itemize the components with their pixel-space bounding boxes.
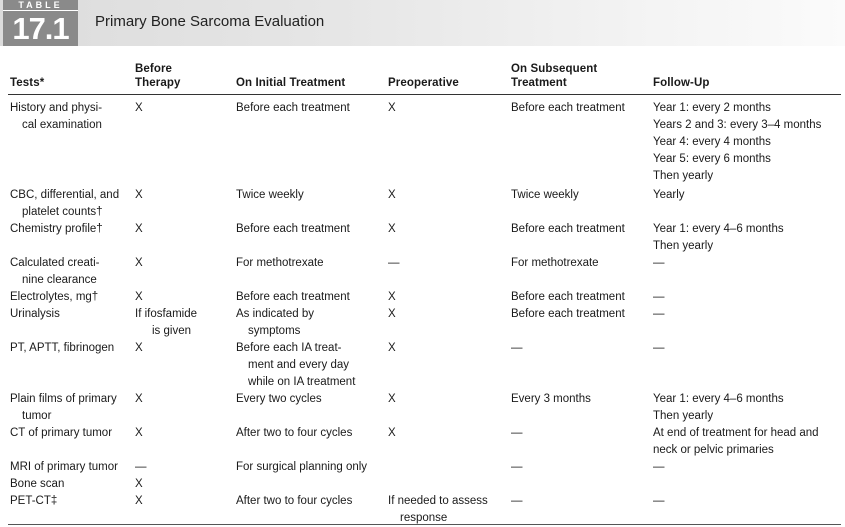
column-header-subsequent-treatment: On Subsequent Treatment [511,63,598,89]
cell-initial-treatment [236,391,322,408]
cell-line: Before each treatment [511,291,625,303]
cell-initial-treatment [236,221,350,238]
cell-tests [10,340,114,357]
cell-line: Every two cycles [236,393,322,405]
table-number: 17.1 [12,11,69,46]
cell-line: — [653,257,665,269]
cell-line: Year 5: every 6 months [653,153,771,165]
cell-line: cal examination [22,119,102,131]
cell-line: CT of primary tumor [10,427,113,439]
cell-before-therapy [135,306,197,340]
bottom-rule [8,524,841,525]
cell-preoperative [388,306,396,323]
cell-line: At end of treatment for head and [653,427,819,439]
cell-line: X [135,257,143,269]
cell-preoperative [388,289,396,306]
cell-preoperative [388,391,396,408]
cell-line: X [135,102,143,114]
cell-line: Year 1: every 4–6 months [653,223,784,235]
cell-line: For surgical planning only [236,461,368,473]
cell-initial-treatment [236,289,350,306]
cell-line: X [135,223,143,235]
cell-preoperative [388,187,396,204]
cell-line: X [388,427,396,439]
cell-line: X [135,495,143,507]
cell-line: Then yearly [653,410,714,422]
cell-line: — [653,342,665,354]
cell-line: Before each treatment [236,223,350,235]
cell-before-therapy [135,340,143,357]
cell-line: X [135,393,143,405]
cell-follow-up [653,391,784,425]
cell-line: Bone scan [10,478,65,490]
cell-line: After two to four cycles [236,427,353,439]
cell-preoperative [388,340,396,357]
cell-line: while on IA treatment [248,376,356,388]
cell-follow-up [653,289,665,306]
cell-initial-treatment [236,340,355,391]
cell-preoperative [388,221,396,238]
cell-subsequent-treatment [511,493,523,510]
cell-tests [10,100,102,134]
cell-line: Every 3 months [511,393,591,405]
cell-line: — [135,461,147,473]
cell-follow-up [653,459,665,476]
cell-initial-treatment [236,425,352,442]
cell-line: nine clearance [22,274,97,286]
table-number-badge [3,0,78,46]
cell-line: — [511,461,523,473]
cell-line: X [388,291,396,303]
cell-line: X [135,189,143,201]
cell-follow-up [653,493,665,510]
cell-tests [10,221,103,238]
cell-line: X [135,342,143,354]
cell-line: History and physi- [10,102,103,114]
cell-preoperative [388,425,396,442]
cell-initial-treatment [236,493,352,510]
cell-line: tumor [22,410,52,422]
cell-line: X [388,342,396,354]
cell-line: Twice weekly [511,189,579,201]
cell-before-therapy [135,221,143,238]
cell-line: Year 4: every 4 months [653,136,771,148]
table-title: Primary Bone Sarcoma Evaluation [95,13,325,30]
cell-subsequent-treatment [511,221,625,238]
cell-line: X [135,427,143,439]
cell-follow-up [653,187,685,204]
cell-before-therapy [135,255,143,272]
column-header-preoperative: Preoperative [388,77,459,89]
cell-line: Years 2 and 3: every 3–4 months [653,119,822,131]
cell-before-therapy [135,391,143,408]
cell-line: Before each treatment [511,102,625,114]
cell-line: After two to four cycles [236,495,353,507]
cell-line: Before each treatment [511,308,625,320]
cell-subsequent-treatment [511,340,523,357]
cell-tests [10,493,57,510]
cell-tests [10,306,60,323]
cell-line: If needed to assess [388,495,488,507]
cell-before-therapy [135,187,143,204]
cell-subsequent-treatment [511,459,523,476]
cell-subsequent-treatment [511,100,625,117]
cell-before-therapy [135,100,143,117]
cell-tests [10,391,117,425]
cell-line: Twice weekly [236,189,304,201]
cell-line: — [653,495,665,507]
cell-line: MRI of primary tumor [10,461,118,473]
table-header-bar [0,0,845,46]
cell-line: — [653,461,665,473]
cell-tests [10,459,118,476]
cell-line: X [388,189,396,201]
cell-preoperative [388,100,396,117]
cell-line: neck or pelvic primaries [653,444,774,456]
cell-tests [10,289,98,306]
cell-initial-treatment [236,100,350,117]
cell-subsequent-treatment [511,306,625,323]
cell-tests [10,476,64,493]
cell-preoperative [388,493,488,527]
cell-initial-treatment [236,187,304,204]
cell-line: Urinalysis [10,308,60,320]
column-header-tests: Tests* [10,77,45,89]
cell-before-therapy [135,459,147,476]
cell-line: X [388,102,396,114]
cell-tests [10,255,99,289]
cell-line: ment and every day [248,359,350,371]
cell-before-therapy [135,476,143,493]
cell-line: Chemistry profile† [10,223,103,235]
cell-line: X [388,223,396,235]
header-rule [8,94,841,95]
cell-tests [10,187,119,221]
cell-line: X [388,308,396,320]
cell-line: Year 1: every 4–6 months [653,393,784,405]
cell-line: Before each treatment [511,223,625,235]
cell-line: Then yearly [653,170,714,182]
cell-line: — [653,291,665,303]
cell-initial-treatment [236,255,324,272]
cell-line: Calculated creati- [10,257,100,269]
cell-initial-treatment [236,306,314,340]
cell-line: Then yearly [653,240,714,252]
cell-subsequent-treatment [511,391,591,408]
cell-tests [10,425,112,442]
cell-line: X [135,478,143,490]
cell-line: As indicated by [236,308,314,320]
cell-line: If ifosfamide [135,308,197,320]
cell-line: — [511,495,523,507]
cell-before-therapy [135,425,143,442]
cell-line: Before each treatment [236,102,350,114]
cell-line: Yearly [653,189,685,201]
cell-line: — [511,342,523,354]
cell-follow-up [653,221,784,255]
cell-line: Before each treatment [236,291,350,303]
cell-line: platelet counts† [22,206,103,218]
cell-line: — [511,427,523,439]
cell-follow-up [653,340,665,357]
cell-line: — [653,308,665,320]
cell-subsequent-treatment [511,425,523,442]
cell-line: For methotrexate [511,257,599,269]
cell-subsequent-treatment [511,187,579,204]
cell-follow-up [653,306,665,323]
cell-line: Year 1: every 2 months [653,102,771,114]
cell-line: X [388,393,396,405]
table-label: TABLE [3,0,78,11]
cell-line: — [388,257,400,269]
cell-line: Before each IA treat- [236,342,342,354]
cell-line: For methotrexate [236,257,324,269]
cell-before-therapy [135,289,143,306]
cell-line: X [135,291,143,303]
cell-follow-up [653,255,665,272]
cell-line: is given [152,325,191,337]
cell-line: Plain films of primary [10,393,117,405]
cell-subsequent-treatment [511,255,599,272]
cell-line: symptoms [248,325,301,337]
cell-initial-treatment [236,459,367,476]
column-header-follow-up: Follow-Up [653,77,710,89]
column-header-before-therapy: Before Therapy [135,63,181,89]
cell-before-therapy [135,493,143,510]
cell-line: PET-CT‡ [10,495,58,507]
cell-line: Electrolytes, mg† [10,291,99,303]
cell-follow-up [653,425,819,459]
cell-follow-up [653,100,821,185]
cell-line: CBC, differential, and [10,189,120,201]
cell-preoperative [388,255,400,272]
cell-line: PT, APTT, fibrinogen [10,342,115,354]
cell-line: response [400,512,448,524]
column-header-initial-treatment: On Initial Treatment [236,77,346,89]
cell-subsequent-treatment [511,289,625,306]
